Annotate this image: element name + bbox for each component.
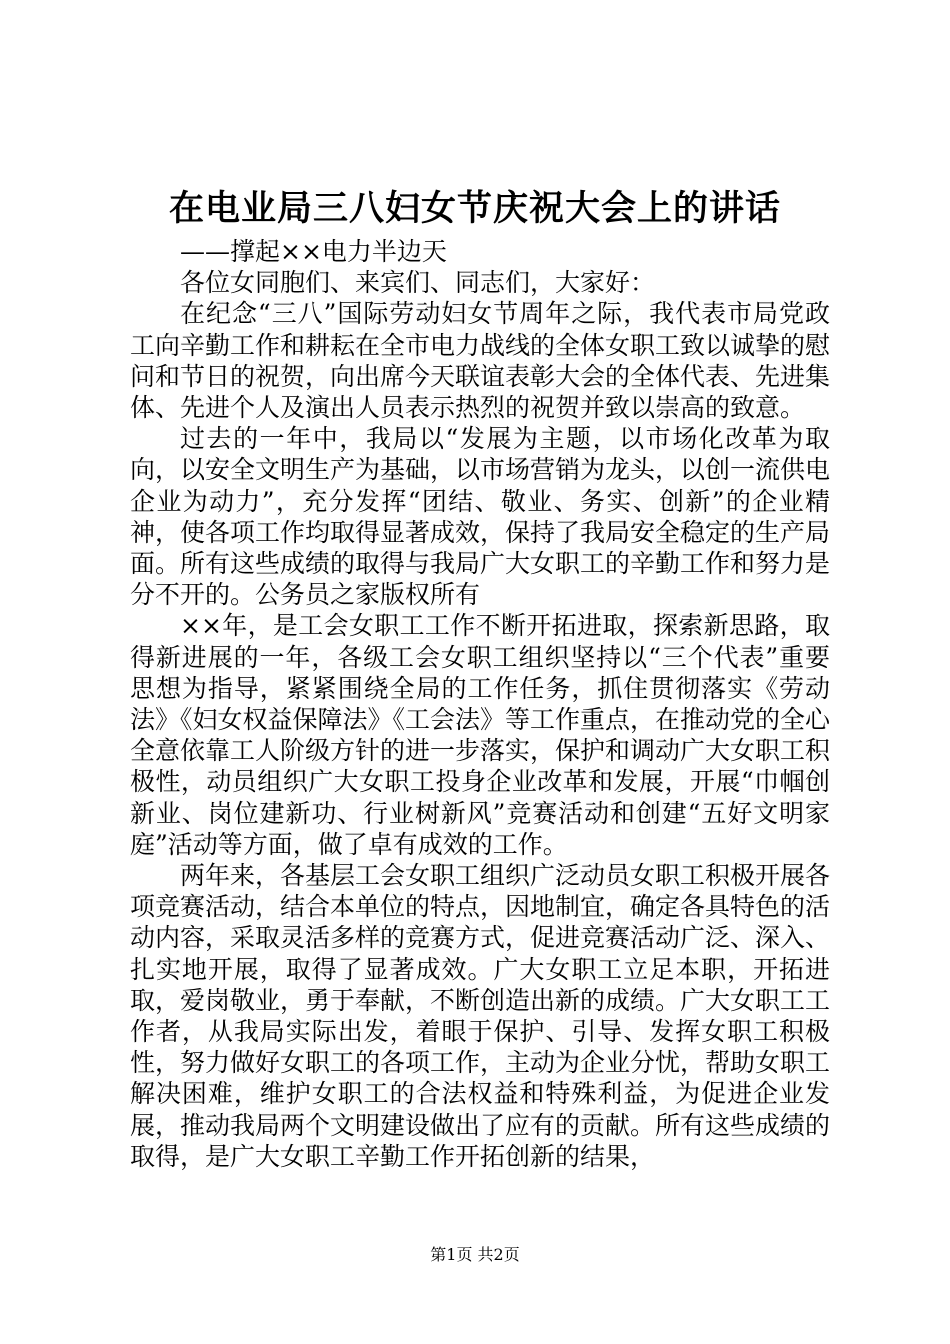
page-number: 第1页 共2页 (430, 1245, 520, 1264)
paragraph-3: ××年，是工会女职工工作不断开拓进取，探索新思路，取得新进展的一年，各级工会女职工组织坚持以“三个代表”重要思想为指导，紧紧围绕全局的工作任务，抓住贯彻落实《劳动法》《妇女权益保障法》《工会法》等工作重点，在推动党的全心全意依靠工人阶级方针的进一步落实，保护和调动广大女职工积极性，动员组织广大女职工投身企业改革和发展，开展“巾帼创新业、岗位建新功、行业树新风”竞赛活动和创建“五好文明家庭”活动等方面，做了卓有成效的工作。 (130, 611, 831, 859)
document-title: 在电业局三八妇女节庆祝大会上的讲话 (168, 188, 781, 229)
paragraph-4: 两年来，各基层工会女职工组织广泛动员女职工积极开展各项竞赛活动，结合本单位的特点，因地制宜，确定各具特色的活动内容，采取灵活多样的竞赛方式，促进竞赛活动广泛、深入、扎实地开展，取得了显著成效。广大女职工立足本职，开拓进取，爱岗敬业，勇于奉献，不断创造出新的成绩。广大女职工工作者，从我局实际出发，着眼于保护、引导、发挥女职工积极性，努力做好女职工的各项工作，主动为企业分忧，帮助女职工解决困难，维护女职工的合法权益和特殊利益，为促进企业发展，推动我局两个文明建设做出了应有的贡献。所有这些成绩的取得，是广大女职工辛勤工作开拓创新的结果， (130, 861, 831, 1171)
document-subtitle: ——撑起××电力半边天 (180, 237, 447, 266)
paragraph-2: 过去的一年中，我局以“发展为主题，以市场化改革为取向，以安全文明生产为基础，以市场营销为龙头，以创一流供电企业为动力”，充分发挥“团结、敬业、务实、创新”的企业精神，使各项工作均取得显著成效，保持了我局安全稳定的生产局面。所有这些成绩的取得与我局广大女职工的辛勤工作和努力是分不开的。公务员之家版权所有 (130, 424, 831, 610)
document-body (130, 236, 830, 1172)
greeting: 各位女同胞们、来宾们、同志们，大家好： (180, 268, 656, 298)
paragraph-1: 在纪念“三八”国际劳动妇女节周年之际，我代表市局党政工向辛勤工作和耕耘在全市电力战线的全体女职工致以诚挚的慰问和节日的祝贺，向出席今天联谊表彰大会的全体代表、先进集体、先进个人及演出人员表示热烈的祝贺并致以崇高的致意。 (130, 299, 831, 423)
